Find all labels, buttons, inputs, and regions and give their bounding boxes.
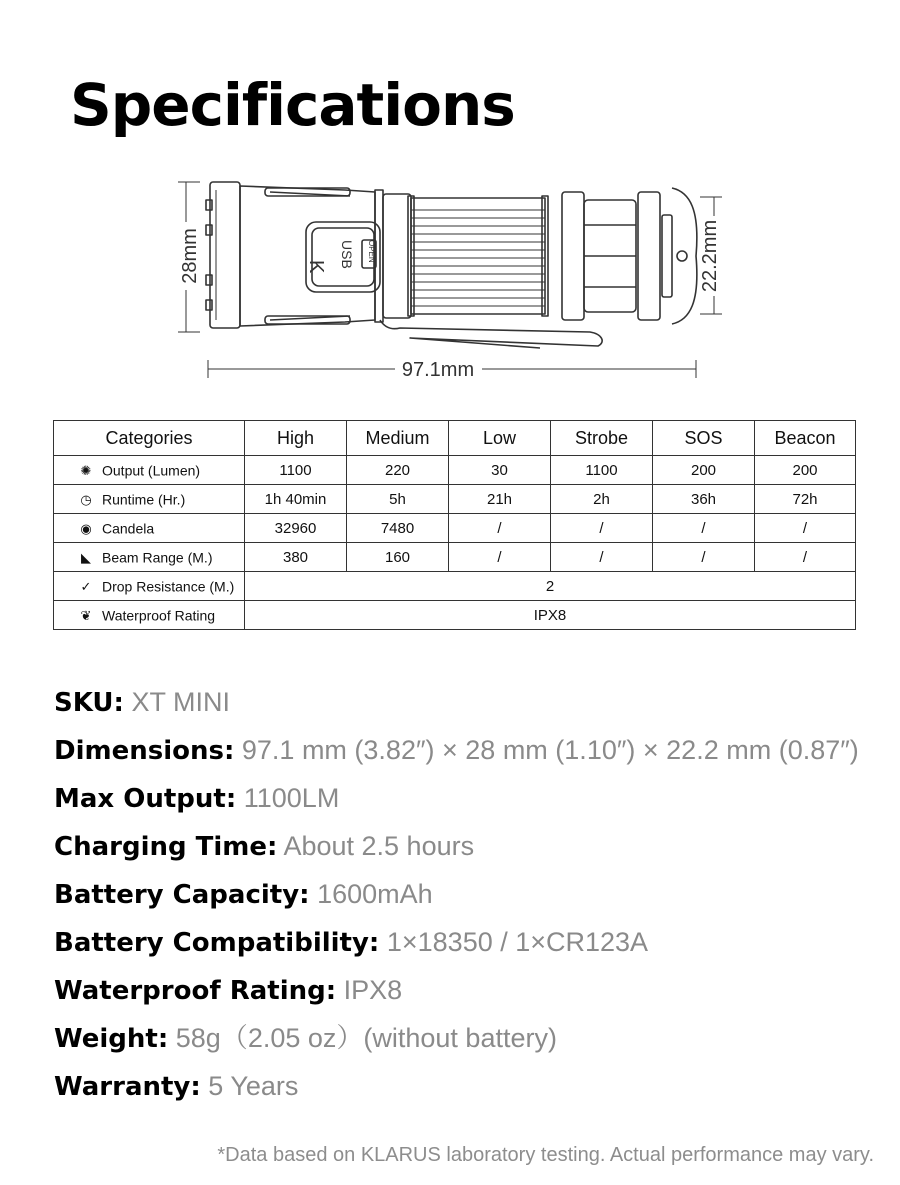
table-row — [54, 485, 856, 514]
row-category-drop-resistance: ✓ Drop Resistance (M.) — [54, 572, 245, 601]
spec-item-max-output: Max Output: 1100LM — [54, 783, 340, 814]
table-cell: / — [653, 543, 755, 572]
spec-item-weight: Weight: 58g（2.05 oz）(without battery) — [54, 1023, 557, 1054]
table-cell: / — [755, 514, 856, 543]
waterproof-icon: ❦ — [80, 607, 92, 623]
header-beacon: Beacon — [755, 421, 856, 456]
drop-resistance-icon: ✓ — [80, 578, 92, 594]
table-cell: 1100 — [245, 456, 347, 485]
flashlight-diagram — [170, 170, 730, 390]
spec-item-dimensions: Dimensions: 97.1 mm (3.82″) × 28 mm (1.10″) × 22.2 mm (0.87″) — [54, 735, 859, 766]
row-category-runtime: ◷ Runtime (Hr.) — [54, 485, 245, 514]
spec-list — [54, 680, 859, 1112]
table-cell: 21h — [449, 485, 551, 514]
depth-dimension-label: 22.2mm — [699, 219, 721, 293]
table-cell: 200 — [653, 456, 755, 485]
header-strobe: Strobe — [551, 421, 653, 456]
table-cell: / — [551, 543, 653, 572]
usb-label: USB — [339, 240, 355, 269]
table-cell: 7480 — [347, 514, 449, 543]
header-sos: SOS — [653, 421, 755, 456]
table-cell: / — [449, 514, 551, 543]
table-row — [54, 572, 856, 601]
spec-item-battery-compatibility: Battery Compatibility: 1×18350 / 1×CR123A — [54, 927, 649, 958]
runtime-icon: ◷ — [80, 491, 92, 507]
table-cell: 2h — [551, 485, 653, 514]
table-cell: 36h — [653, 485, 755, 514]
table-row — [54, 543, 856, 572]
table-cell: 30 — [449, 456, 551, 485]
beam-range-icon: ◣ — [81, 549, 91, 565]
table-cell: 1h 40min — [245, 485, 347, 514]
table-cell: 5h — [347, 485, 449, 514]
spec-item-battery-capacity: Battery Capacity: 1600mAh — [54, 879, 433, 910]
specification-table — [53, 420, 856, 630]
table-cell: / — [755, 543, 856, 572]
table-cell: / — [653, 514, 755, 543]
table-row — [54, 601, 856, 630]
table-cell: 72h — [755, 485, 856, 514]
height-dimension-label: 28mm — [179, 228, 201, 284]
table-cell: 32960 — [245, 514, 347, 543]
spec-item-sku: SKU: XT MINI — [54, 687, 230, 718]
output-icon: ✺ — [80, 462, 92, 478]
table-cell: / — [449, 543, 551, 572]
header-high: High — [245, 421, 347, 456]
table-cell: IPX8 — [245, 601, 856, 630]
spec-item-charging-time: Charging Time: About 2.5 hours — [54, 831, 475, 862]
header-categories: Categories — [54, 421, 245, 456]
table-cell: / — [551, 514, 653, 543]
disclaimer-note: *Data based on KLARUS laboratory testing. Actual performance may vary. — [217, 1144, 874, 1166]
table-cell: 1100 — [551, 456, 653, 485]
table-cell: 2 — [245, 572, 856, 601]
table-row — [54, 514, 856, 543]
page-title: Specifications — [70, 71, 515, 139]
table-header-row — [54, 421, 856, 456]
header-low: Low — [449, 421, 551, 456]
logo-mark: K — [305, 260, 327, 274]
row-category-output: ✺ Output (Lumen) — [54, 456, 245, 485]
table-cell: 200 — [755, 456, 856, 485]
table-cell: 160 — [347, 543, 449, 572]
table-cell: 220 — [347, 456, 449, 485]
open-label: OPEN — [367, 240, 376, 263]
row-category-beam-range: ◣ Beam Range (M.) — [54, 543, 245, 572]
spec-item-waterproof-rating: Waterproof Rating: IPX8 — [54, 975, 403, 1006]
spec-item-warranty: Warranty: 5 Years — [54, 1071, 299, 1102]
row-category-candela: ◉ Candela — [54, 514, 245, 543]
candela-icon: ◉ — [80, 520, 92, 536]
table-row — [54, 456, 856, 485]
table-cell: 380 — [245, 543, 347, 572]
header-medium: Medium — [347, 421, 449, 456]
row-category-waterproof: ❦ Waterproof Rating — [54, 601, 245, 630]
length-dimension-label: 97.1mm — [401, 359, 475, 381]
